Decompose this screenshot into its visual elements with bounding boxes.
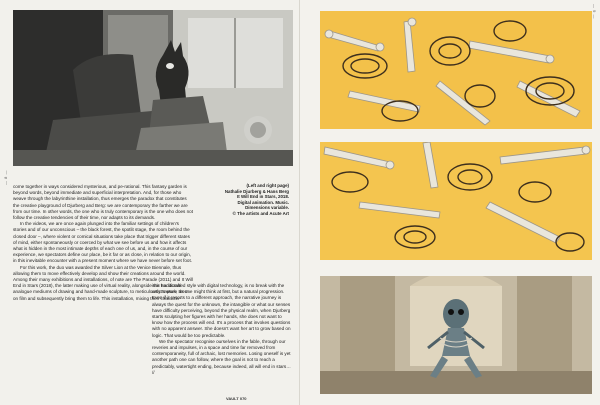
- caption-line: Nathalie Djurberg & Hans Berg: [224, 188, 289, 194]
- body-text-column-right: [152, 283, 291, 376]
- right-page: [300, 0, 600, 405]
- caption-line: © The artists and Acute Art: [232, 210, 289, 216]
- caption-line: (Left and right page): [246, 183, 289, 188]
- page-number-right: — 9 —: [592, 4, 597, 19]
- caption-line: Digital animation. Music.: [237, 199, 289, 205]
- sculpture-photo: [13, 10, 293, 166]
- paragraph: In the videos, we are once again plunged into the familiar settings of children's stories and of our unconscious – the black forest, the spotlit stage, the room behind the closed door –, where violent or comical situations take place that trigger different states of mind, either spontaneously or coerced by what we see before us and how it affects what is hidden in the most intimate depths of each one of us, and, in the course of our experience, we spectators define our place, be it far or as close, in relation to our origin, in this inevitable encounter with a present moment where we have never before set foot.: [13, 221, 193, 264]
- caption-line: It Will End in Stars, 2018.: [237, 194, 289, 200]
- paragraph: come together in ways considered mysterious, and pe-rational. This fantasy garden is beyond words, beyond immediate and superficial interpretation. And, for those who weave through the labyrinthine installation, thus emerges the paradox that constitutes the creative playground of Djurberg and Berg: we are contemporary the farther we are from our time. In other words, the one who is truly contemporary is the one who does not follow the creative tendencies of their time, nor adapts to its demands.: [13, 184, 194, 221]
- magazine-footer: VAULT 070: [226, 396, 247, 401]
- image-caption: [203, 183, 289, 217]
- paragraph: istic handcrafted style with digital technology, is no break with the artist's work, as one might think at first, but a natural progression. Even if it resorts to a different approach, the narrative journey is always the quest for the unknown, the intangible or what our senses have difficulty perceiving, beyond the physical realm, when Djurberg starts sculpting her figures with her hands, she does not want to know how the process will end. It's a process that invokes questions with no apparent answer. She doesn't want her art to grow based on logic. That would be too predictable.: [152, 283, 291, 338]
- paragraph: For this work, the duo was awarded the Silver Lion at the Venice Biennale, thus allowing them to move effectively develop and show their creations around the world. Among their many exhibitions and installations, of note are The Parade (2011) and It Will End in Stars (2018), the latter making use of virtual reality, alongside the traditional analogue mediums of drawing and hand-made sculpture, to meticulously capture them on film and subsequently bring them to life. This installation, mixing their character-: [13, 264, 193, 301]
- page-number-left: — 8 —: [3, 170, 8, 185]
- paragraph: We the spectator recognise ourselves in the fable, through our reveries and impulses, in a space and time far removed from contemporaneity, full of archaic, lost memories. Losing oneself is yet another path one can follow, where the goal is not to reach a predictably, watertight ending, because indeed, all will end in stars… //: [152, 338, 291, 375]
- caption-line: Dimensions variable.: [245, 205, 289, 211]
